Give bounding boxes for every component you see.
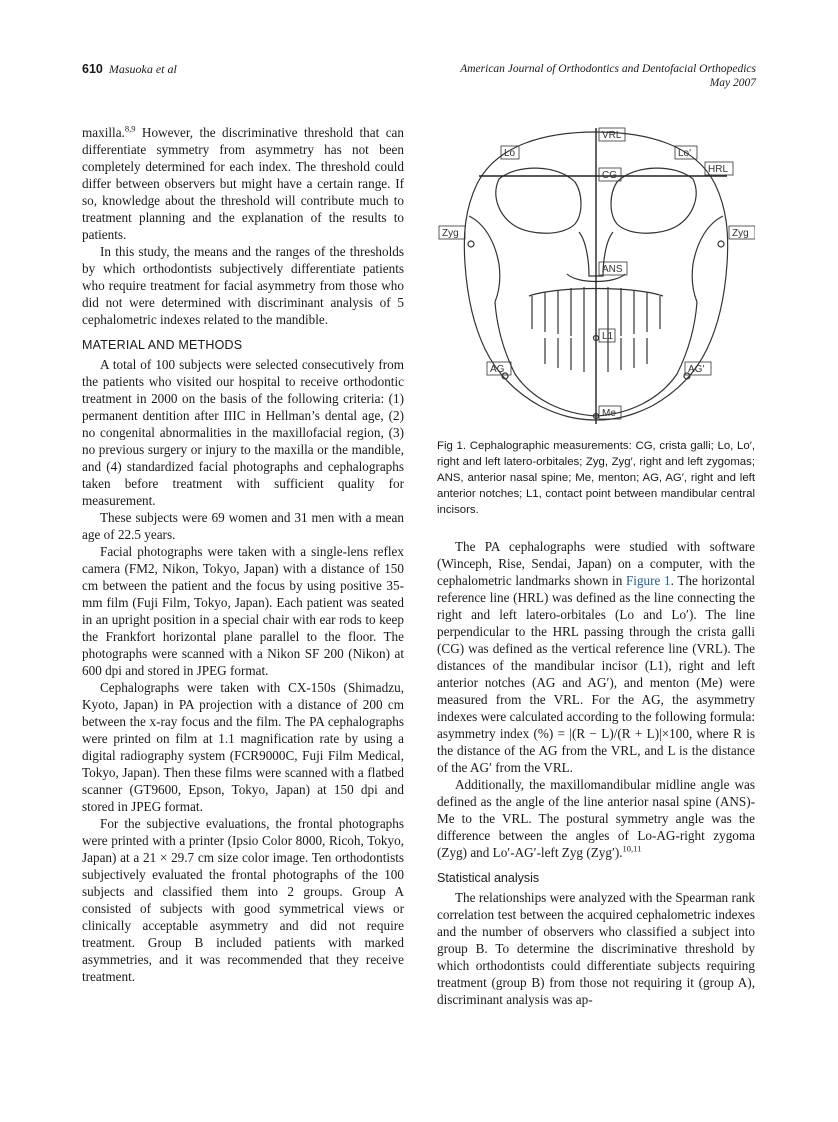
left-column	[82, 124, 404, 985]
label-vrl: VRL	[602, 130, 622, 141]
right-zyg-point	[468, 241, 474, 247]
figure-1-cephalogram	[437, 124, 755, 436]
paragraph-subjects: A total of 100 subjects were selected consecutively from the patients who visited our hospital to receive orthodontic treatment in 2000 on the basis of the following criteria: (1) permanent dentition after IIIC in Hellman’s dental age, (2) no congenital abnormalities in the maxillofacial region, (3) no previous surgery or injury to the maxilla or the mandible, and (4) standardized facial photographs and cephalographs taken before treatment with sufficient quality for measurement.	[82, 357, 404, 508]
left-orbit	[611, 168, 696, 233]
citation[interactable]: 10,11	[622, 843, 642, 854]
paragraph-photographs: Facial photographs were taken with a single-lens reflex camera (FM2, Nikon, Tokyo, Japan) with a distance of 150 cm between the patient and the focus by using positive 35-mm film (Fuji Film, Tokyo, Japan). Each patient was seated in an upright position in a special chair with ear rods to keep the Frankfort horizontal plane parallel to the floor. The photographs were scanned with a Nikon SF 200 (Nikon) at 600 dpi and stored in JPEG format.	[82, 544, 404, 678]
journal-name: American Journal of Orthodontics and Dentofacial Orthopedics	[460, 63, 756, 75]
label-ag: AG	[490, 364, 505, 375]
label-ag-prime: AG'	[688, 364, 705, 375]
right-column	[437, 538, 755, 1008]
label-lo-prime: Lo'	[678, 148, 692, 159]
section-heading-methods: MATERIAL AND METHODS	[82, 338, 243, 352]
figure-number: Fig 1.	[437, 440, 467, 452]
paragraph-demographics: These subjects were 69 women and 31 men with a mean age of 22.5 years.	[82, 510, 404, 542]
page-number: 610	[82, 62, 103, 76]
label-lo: Lo	[504, 148, 516, 159]
label-me: Me	[602, 408, 616, 419]
paragraph-statistics: The relationships were analyzed with the Spearman rank correlation test between the acquired cephalometric indexes and the number of observers who classified a subject into group B. To determine the discriminative threshold by which orthodontists could differentiate subjects requiring treatment (group B) from those not requiring it (group A), discriminant analysis was ap-	[437, 890, 755, 1007]
figure-caption	[437, 438, 755, 518]
label-cg: CG	[602, 170, 617, 181]
paragraph-intro-end: maxilla.$^{8,9}$ However, the discriminative threshold that can differentiate symmetry from asymmetry has not been completely determined for each index. The threshold could differ between observers but might have a certain range. If so, knowledge about the threshold will contribute much to treatment planning and the explanation of the results to patients.	[82, 123, 404, 242]
paragraph-landmarks: The PA cephalographs were studied with software (Winceph, Rise, Sendai, Japan) on a computer, with the cephalometric landmarks shown in Figure 1. The horizontal reference line (HRL) was defined as the line connecting the right and left latero-orbitales (Lo and Lo′). The line perpendicular to the HRL passing through the crista galli (CG) was defined as the vertical reference line (VRL). The distances of the mandibular incisor (L1), right and left anterior notches (AG and AG′), and menton (Me) were measured from the VRL. For the AG, the asymmetry indexes were calculated according to the following formula: asymmetry index (%) = |(R − L)/(R + L)|×100, where R is the distance of the AG from the VRL, and L is the distance of the AG′ from the VRL.	[437, 539, 755, 775]
issue-date: May 2007	[709, 77, 756, 89]
caption-text: Cephalographic measurements: CG, crista galli; Lo, Lo′, right and left latero-orbitales; Zyg, Zyg′, right and left zygomas; ANS, anterior nasal spine; Me, menton; AG, AG′, right and left anterior notches; L1, contact point between mandibular central incisors.	[437, 440, 755, 516]
label-hrl: HRL	[708, 164, 729, 175]
label-zyg-right: Zyg	[442, 228, 459, 239]
running-header-right	[460, 62, 756, 90]
cephalogram-drawing	[437, 124, 755, 436]
running-header-left	[82, 62, 177, 77]
right-orbit	[496, 168, 581, 233]
paragraph-evaluation: For the subjective evaluations, the frontal photographs were printed with a printer (Ipsio Color 8000, Ricoh, Tokyo, Japan) at a 21 × 29.7 cm size color image. Ten orthodontists subjectively evaluated the frontal photographs of the 100 subjects and classified them into 2 groups. Group A consisted of subjects with good symmetrical views or clinically acceptable asymmetry and did not require treatment. Group B included patients with marked asymmetries, and it was recommended that they receive treatment.	[82, 816, 404, 984]
running-authors: Masuoka et al	[108, 62, 177, 76]
left-zygoma-curve	[692, 216, 723, 302]
figure-1-link[interactable]: Figure 1	[625, 573, 671, 588]
label-l1: L1	[602, 331, 614, 342]
left-zyg-point	[718, 241, 724, 247]
paragraph-cephalographs: Cephalographs were taken with CX-150s (Shimadzu, Kyoto, Japan) in PA projection with a distance of 200 cm between the x-ray focus and the film. The PA cephalographs were printed on film at 1.1 magnification rate by using a digital radiography system (FCR9000C, Fuji Film Medical, Tokyo, Japan). Then these films were scanned with a flatbed scanner (GT9600, Epson, Tokyo, Japan) at 150 dpi and stored in JPEG format.	[82, 680, 404, 814]
label-ans: ANS	[602, 264, 623, 275]
label-zyg-left: Zyg	[732, 228, 749, 239]
paragraph-aim: In this study, the means and the ranges of the thresholds by which orthodontists subjectively differentiate patients who require treatment for facial asymmetry from those who did not were determined with discriminant analysis of 5 cephalometric indexes related to the mandible.	[82, 244, 404, 327]
paragraph-angles: Additionally, the maxillomandibular midline angle was defined as the angle of the line anterior nasal spine (ANS)-Me to the VRL. The postural symmetry angle was the difference between the angles of Lo-AG-right zygoma (Zyg) and Lo′-AG′-left Zyg (Zyg′).$^{10,11}$	[437, 777, 755, 860]
citation[interactable]: 8,9	[124, 123, 136, 134]
right-zygoma-curve	[469, 216, 500, 302]
section-heading-statistics: Statistical analysis	[437, 871, 540, 885]
